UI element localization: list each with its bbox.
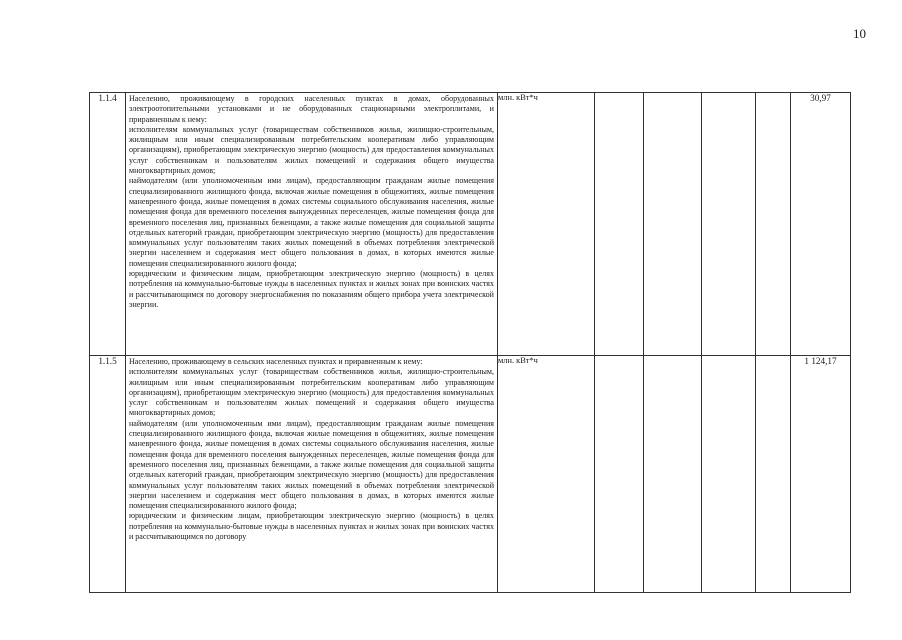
empty-cell bbox=[702, 356, 756, 593]
description-paragraph: Населению, проживающему в сельских населенных пунктах и приравненным к нему: bbox=[129, 357, 423, 366]
row-value: 1 124,17 bbox=[791, 356, 851, 593]
empty-cell bbox=[644, 93, 702, 356]
empty-cell bbox=[595, 356, 644, 593]
page-number: 10 bbox=[853, 26, 866, 41]
description-paragraph: Населению, проживающему в городских населенных пунктах в домах, оборудованных электроотопительными установками и не оборудованных стационарными электроплитами, и приравненным к нему: bbox=[129, 94, 494, 124]
row-description bbox=[126, 356, 498, 593]
row-number: 1.1.4 bbox=[90, 93, 126, 356]
tariff-table bbox=[89, 92, 851, 593]
description-paragraph: исполнителям коммунальных услуг (товариществам собственников жилья, жилищно-строительным, жилищным или иным специализированным потребительским кооперативам либо управляющим организациям), приобретающим электрическую энергию (мощность) для предоставления коммунальных услуг собственникам и пользователям жилых помещений и содержания общего имущества многоквартирных домов; bbox=[129, 367, 494, 418]
row-number: 1.1.5 bbox=[90, 356, 126, 593]
table-row bbox=[90, 93, 851, 356]
row-value: 30,97 bbox=[791, 93, 851, 356]
row-unit: млн. кВт*ч bbox=[498, 93, 595, 356]
description-paragraph: исполнителям коммунальных услуг (товариществам собственников жилья, жилищно-строительным, жилищным или иным специализированным потребительским кооперативам либо управляющим организациям), приобретающим электрическую энергию (мощность) для предоставления коммунальных услуг собственникам и пользователям жилых помещений и содержания общего имущества многоквартирных домов; bbox=[129, 124, 494, 176]
description-paragraph: наймодателям (или уполномоченным ими лицам), предоставляющим гражданам жилые помещения специализированного жилищного фонда, включая жилые помещения в общежитиях, жилые помещения маневренного фонда, жилые помещения в домах системы социального обслуживания населения, жилые помещения фонда для временного поселения вынужденных переселенцев, жилые помещения фонда для временного поселения лиц, признанных беженцами, а также жилые помещения для социальной защиты отдельных категорий граждан, приобретающим электрическую энергию (мощность) для предоставления коммунальных услуг пользователям таких жилых помещений в объемах потребления электрической энергии населением и содержания мест общего пользования в домах, в которых имеются жилые помещения специализированного жилого фонда; bbox=[129, 418, 494, 511]
empty-cell bbox=[702, 93, 756, 356]
empty-cell bbox=[595, 93, 644, 356]
description-paragraph: юридическим и физическим лицам, приобретающим электрическую энергию (мощность) в целях потребления на коммунально-бытовые нужды в населенных пунктах и жилых зонах при воинских частях и рассчитывающимся по договору bbox=[129, 511, 494, 542]
table-row bbox=[90, 356, 851, 593]
description-paragraph: наймодателям (или уполномоченным ими лицам), предоставляющим гражданам жилые помещения специализированного жилищного фонда, включая жилые помещения в общежитиях, жилые помещения маневренного фонда, жилые помещения в домах системы социального обслуживания населения, жилые помещения фонда для временного поселения вынужденных переселенцев, жилые помещения фонда для временного поселения лиц, признанных беженцами, а также жилые помещения для социальной защиты отдельных категорий граждан, приобретающим электрическую энергию (мощность) для предоставления коммунальных услуг пользователям таких жилых помещений в объемах потребления электрической энергии населением и содержания мест общего пользования в домах, в которых имеются жилые помещения специализированного жилого фонда; bbox=[129, 176, 494, 268]
description-paragraph: юридическим и физическим лицам, приобретающим электрическую энергию (мощность) в целях потребления на коммунально-бытовые нужды в населенных пунктах и жилых зонах при воинских частях и рассчитывающимся по договору энергоснабжения по показаниям общего прибора учета электрической энергии. bbox=[129, 269, 494, 309]
empty-cell bbox=[756, 356, 791, 593]
empty-cell bbox=[644, 356, 702, 593]
row-description bbox=[126, 93, 498, 356]
row-unit: млн. кВт*ч bbox=[498, 356, 595, 593]
empty-cell bbox=[756, 93, 791, 356]
